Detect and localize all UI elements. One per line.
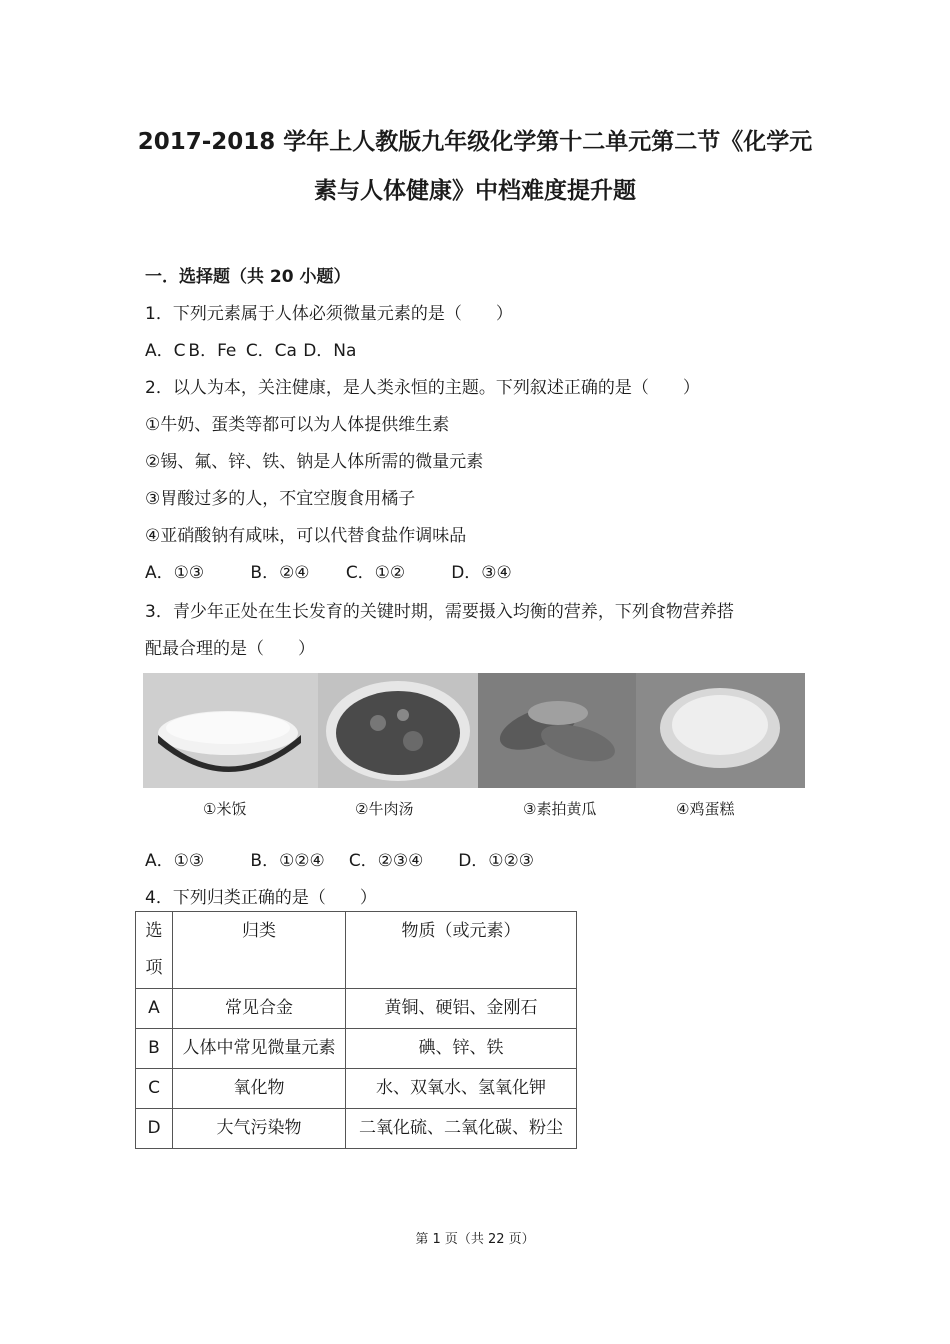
photo-captions xyxy=(143,798,805,822)
q1-option-d: D．Na xyxy=(303,341,357,361)
caption-egg-custard: ④鸡蛋糕 xyxy=(676,800,735,818)
table-header-row xyxy=(136,912,577,989)
q1-option-a: A．C xyxy=(145,341,186,361)
row-b-category: 人体中常见微量元素 xyxy=(173,1029,346,1069)
row-c-substances: 水、双氧水、氢氧化钾 xyxy=(346,1069,577,1109)
q2-statement-1: ①牛奶、蛋类等都可以为人体提供维生素 xyxy=(145,415,450,435)
row-a-category: 常见合金 xyxy=(173,989,346,1029)
q3-stem-line-2: 配最合理的是（ ） xyxy=(145,639,315,659)
section-heading: 一．选择题（共 20 小题） xyxy=(145,267,351,287)
row-c-category: 氧化物 xyxy=(173,1069,346,1109)
caption-rice: ①米饭 xyxy=(203,800,247,818)
row-b-substances: 碘、锌、铁 xyxy=(346,1029,577,1069)
row-d-category: 大气污染物 xyxy=(173,1109,346,1149)
header-category: 归类 xyxy=(173,912,346,989)
q3-option-d: D．①②③ xyxy=(458,851,535,871)
egg-custard-photo xyxy=(636,673,805,788)
q3-options xyxy=(145,846,534,871)
q1-options xyxy=(145,336,356,361)
row-b-option: B xyxy=(136,1029,173,1069)
caption-beef-soup: ②牛肉汤 xyxy=(355,800,414,818)
table-row xyxy=(136,989,577,1029)
beef-soup-photo xyxy=(318,673,478,788)
row-c-option: C xyxy=(136,1069,173,1109)
table-row xyxy=(136,1029,577,1069)
header-substances: 物质（或元素） xyxy=(346,912,577,989)
q3-option-a: A．①③ xyxy=(145,851,205,871)
caption-cucumber: ③素拍黄瓜 xyxy=(523,800,597,818)
row-d-option: D xyxy=(136,1109,173,1149)
q3-option-b: B．①②④ xyxy=(250,851,325,871)
page-footer: 第 1 页（共 22 页） xyxy=(415,1232,535,1247)
classification-table xyxy=(135,911,577,1149)
table-row xyxy=(136,1069,577,1109)
row-a-substances: 黄铜、硬铝、金刚石 xyxy=(346,989,577,1029)
q3-option-c: C．②③④ xyxy=(348,851,424,871)
document-title xyxy=(100,118,850,216)
q3-stem-line-1: 3．青少年正处在生长发育的关键时期，需要摄入均衡的营养，下列食物营养搭 xyxy=(145,602,734,622)
title-line-2: 素与人体健康》中档难度提升题 xyxy=(314,178,636,204)
q2-statement-3: ③胃酸过多的人，不宜空腹食用橘子 xyxy=(145,489,416,509)
header-option: 选项 xyxy=(136,912,173,989)
q1-option-c: C．Ca xyxy=(245,341,297,361)
row-a-option: A xyxy=(136,989,173,1029)
q2-stem: 2．以人为本，关注健康，是人类永恒的主题。下列叙述正确的是（ ） xyxy=(145,378,700,398)
q2-option-a: A．①③ xyxy=(145,563,205,583)
table-row xyxy=(136,1109,577,1149)
q2-option-d: D．③④ xyxy=(451,563,512,583)
q4-stem: 4．下列归类正确的是（ ） xyxy=(145,888,377,908)
q2-options xyxy=(145,558,512,583)
rice-photo xyxy=(143,673,318,788)
q1-option-b: B．Fe xyxy=(188,341,237,361)
q2-statement-4: ④亚硝酸钠有咸味，可以代替食盐作调味品 xyxy=(145,526,467,546)
food-photos xyxy=(143,673,805,788)
q2-option-b: B．②④ xyxy=(250,563,310,583)
q1-stem: 1．下列元素属于人体必须微量元素的是（ ） xyxy=(145,304,513,324)
row-d-substances: 二氧化硫、二氧化碳、粉尘 xyxy=(346,1109,577,1149)
cucumber-photo xyxy=(478,673,636,788)
q2-statement-2: ②锡、氟、锌、铁、钠是人体所需的微量元素 xyxy=(145,452,484,472)
q2-option-c: C．①② xyxy=(345,563,406,583)
title-line-1: 2017-2018 学年上人教版九年级化学第十二单元第二节《化学元 xyxy=(137,129,813,155)
